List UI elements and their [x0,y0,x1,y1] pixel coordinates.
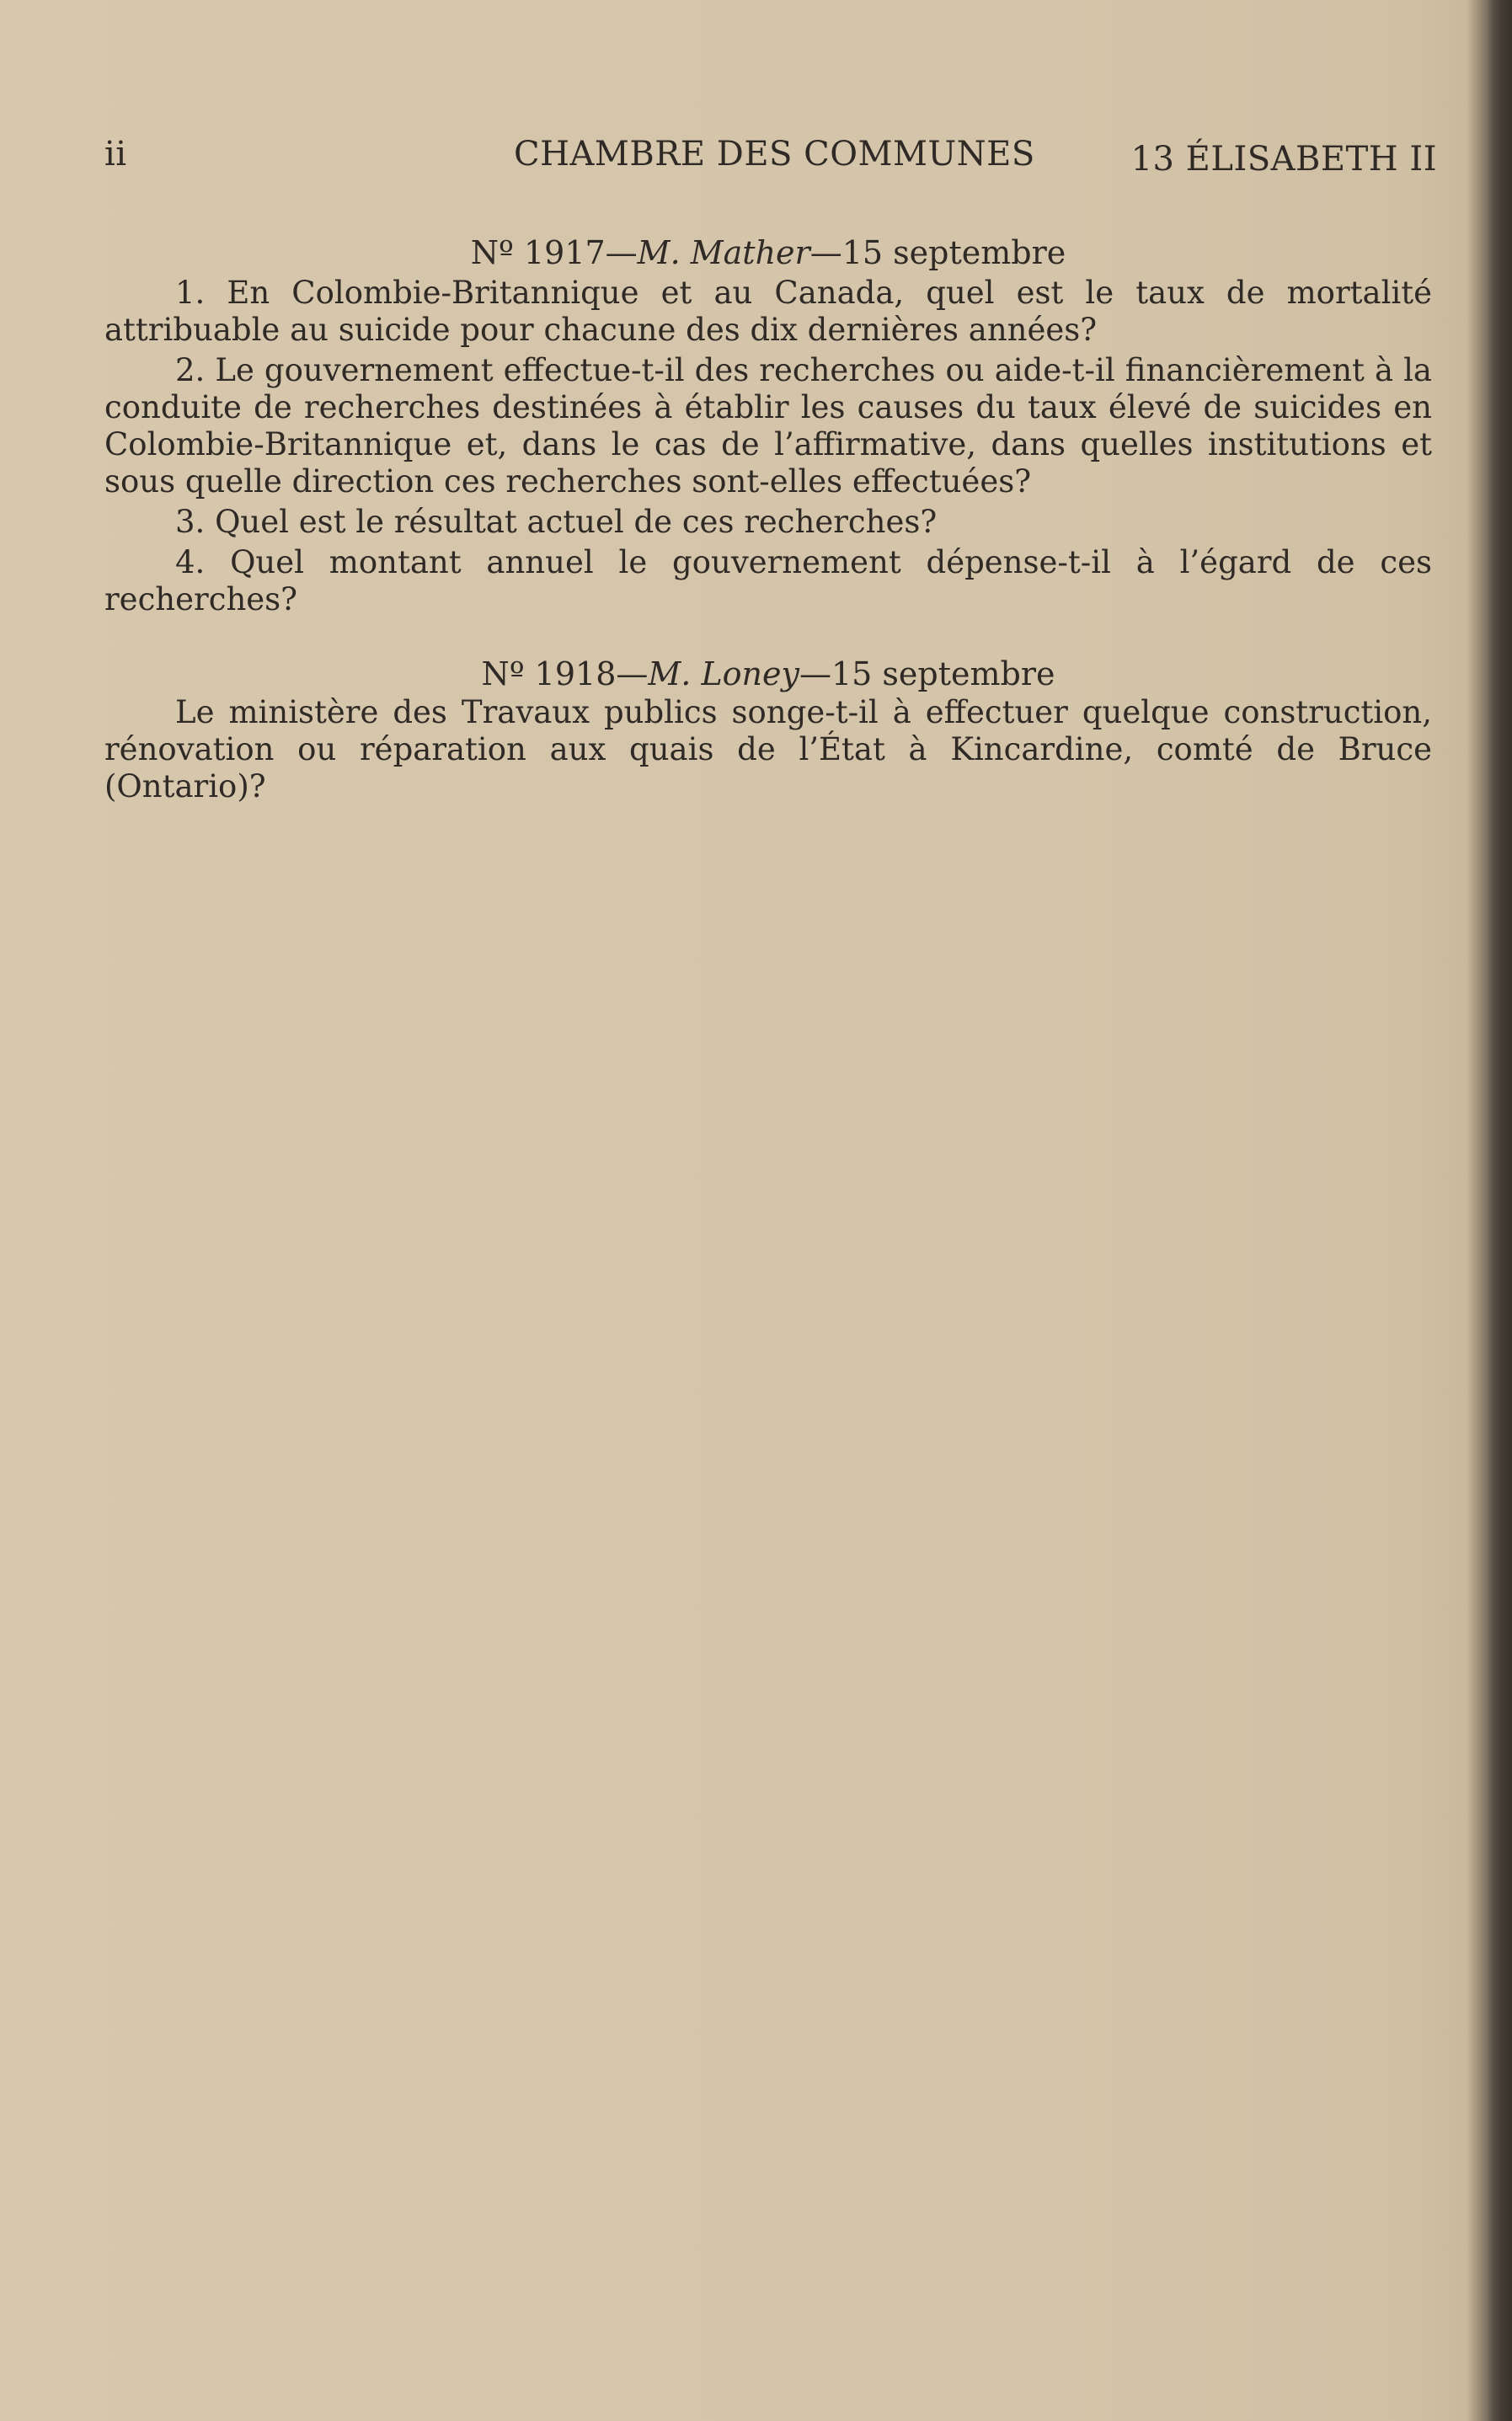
regnal-year: 13 ÉLISABETH II [1130,140,1437,179]
question-member: M. Loney [648,655,799,692]
running-title: CHAMBRE DES COMMUNES [514,135,1035,174]
question-body-1918 [104,694,1432,805]
page-number: ii [104,135,127,174]
question-paragraph: 1. En Colombie-Britannique et au Canada, quel est le taux de mortalité attribuable au suicide pour chacune des dix dernières années? [104,275,1432,348]
question-date: 15 septembre [841,234,1066,271]
question-paragraph: 2. Le gouvernement effectue-t-il des recherches ou aide-t-il financièrement à la conduite de recherches destinées à établir les causes du taux élevé de suicides en Colombie-Britannique et, dans le cas de l’affirmative, dans quelles institutions et sous quelle direction ces recherches sont-elles effectuées? [104,352,1432,500]
question-body-1917 [104,275,1432,622]
question-date: 15 septembre [831,655,1055,692]
question-number: Nº 1917 [470,234,606,271]
question-number: Nº 1918 [481,655,617,692]
question-paragraph: 3. Quel est le résultat actuel de ces recherches? [175,504,938,540]
question-heading-1918: Nº 1918—M. Loney—15 septembre [481,655,1055,692]
question-heading-1917: Nº 1917—M. Mather—15 septembre [470,234,1066,271]
page-header [104,135,1437,185]
question-paragraph: Le ministère des Travaux publics songe-t-il à effectuer quelque construction, rénovation ou réparation aux quais de l’État à Kincardine, comté de Bruce (Ontario)? [104,694,1432,804]
page-spine-shadow [1487,0,1512,2421]
question-paragraph: 4. Quel montant annuel le gouvernement dépense-t-il à l’égard de ces recherches? [104,544,1432,617]
question-member: M. Mather [637,234,810,271]
